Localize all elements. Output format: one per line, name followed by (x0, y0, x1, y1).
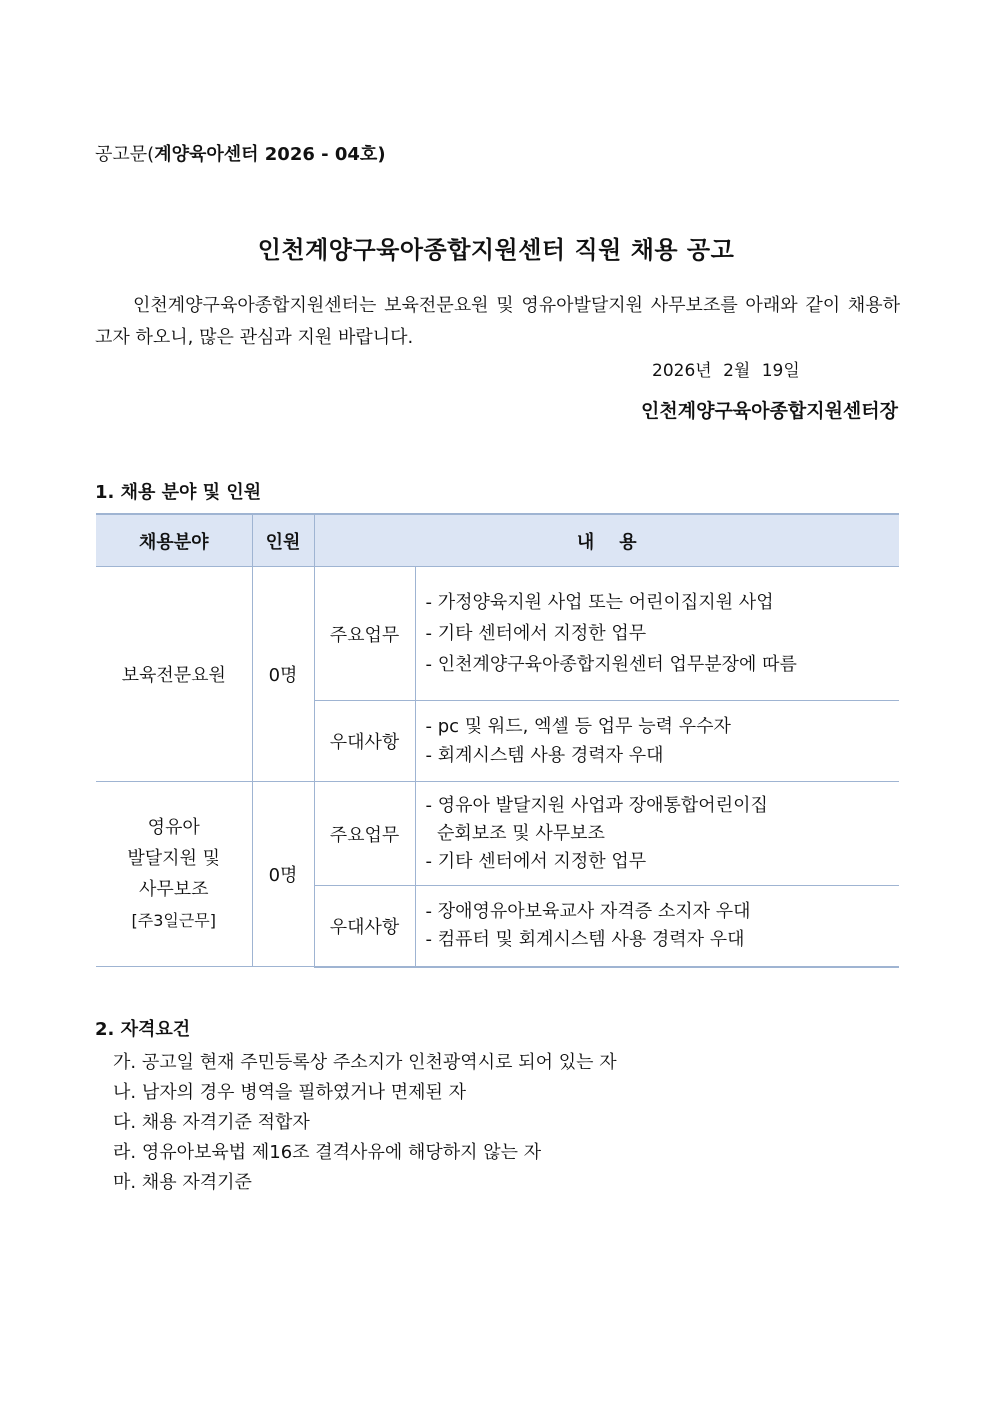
duty-list (415, 782, 899, 886)
pref-label: 우대사항 (314, 886, 415, 967)
header-field: 채용분야 (96, 514, 252, 567)
list-item: - 영유아 발달지원 사업과 장애통합어린이집 (425, 794, 768, 816)
list-item: - 가정양육지원 사업 또는 어린이집지원 사업 (425, 592, 774, 613)
intro-paragraph (95, 290, 900, 354)
duty-label: 주요업무 (314, 567, 415, 701)
field-line: 사무보조 (138, 879, 209, 900)
notice-prefix: 공고문( (95, 144, 155, 165)
field-line: 발달지원 및 (127, 848, 221, 869)
field-line: 영유아 (147, 817, 200, 838)
section1-title: 1. 채용 분야 및 인원 (95, 482, 262, 503)
duty-label: 주요업무 (314, 782, 415, 886)
table-header-row (96, 514, 899, 567)
list-item: 다. 채용 자격기준 적합자 (113, 1112, 310, 1133)
intro-text: 인천계양구육아종합지원센터는 보육전문요원 및 영유아발달지원 사무보조를 아래와 같이 채용하고자 하오니, 많은 관심과 지원 바랍니다. (95, 295, 900, 348)
section2-title: 2. 자격요건 (95, 1019, 191, 1040)
list-item: 나. 남자의 경우 병역을 필하였거나 면제된 자 (113, 1082, 467, 1103)
list-item: - 기타 센터에서 지정한 업무 (425, 850, 647, 872)
list-item: - 컴퓨터 및 회계시스템 사용 경력자 우대 (425, 928, 745, 950)
count-cell: 0명 (252, 782, 314, 967)
table-row (96, 782, 899, 886)
list-item: 마. 채용 자격기준 (113, 1172, 252, 1193)
list-item: - 기타 센터에서 지정한 업무 (425, 623, 647, 644)
list-item: 가. 공고일 현재 주민등록상 주소지가 인천광역시로 되어 있는 자 (113, 1052, 617, 1073)
list-item: - 인천계양구육아종합지원센터 업무분장에 따름 (425, 654, 797, 675)
count-cell: 0명 (252, 567, 314, 782)
field-line: [주3일근무] (131, 911, 216, 930)
list-item: - pc 및 워드, 엑셀 등 업무 능력 우수자 (425, 716, 731, 737)
organization-signature: 인천계양구육아종합지원센터장 (641, 400, 898, 422)
duty-list (415, 567, 899, 701)
table-row (96, 567, 899, 701)
list-item: 순회보조 및 사무보조 (425, 822, 605, 844)
notice-number (95, 140, 386, 166)
field-cell (96, 782, 252, 967)
header-content: 내 용 (314, 514, 899, 567)
header-count: 인원 (252, 514, 314, 567)
pref-list (415, 701, 899, 782)
recruitment-table (96, 513, 899, 968)
notice-date: 2026년 2월 19일 (652, 361, 800, 381)
field-cell: 보육전문요원 (96, 567, 252, 782)
list-item: 라. 영유아보육법 제16조 결격사유에 해당하지 않는 자 (113, 1142, 542, 1163)
notice-number-value: 계양육아센터 2026 - 04호) (154, 144, 386, 165)
pref-list (415, 886, 899, 967)
list-item: - 장애영유아보육교사 자격증 소지자 우대 (425, 900, 751, 922)
list-item: - 회계시스템 사용 경력자 우대 (425, 745, 664, 766)
page-title: 인천계양구육아종합지원센터 직원 채용 공고 (257, 236, 735, 264)
pref-label: 우대사항 (314, 701, 415, 782)
